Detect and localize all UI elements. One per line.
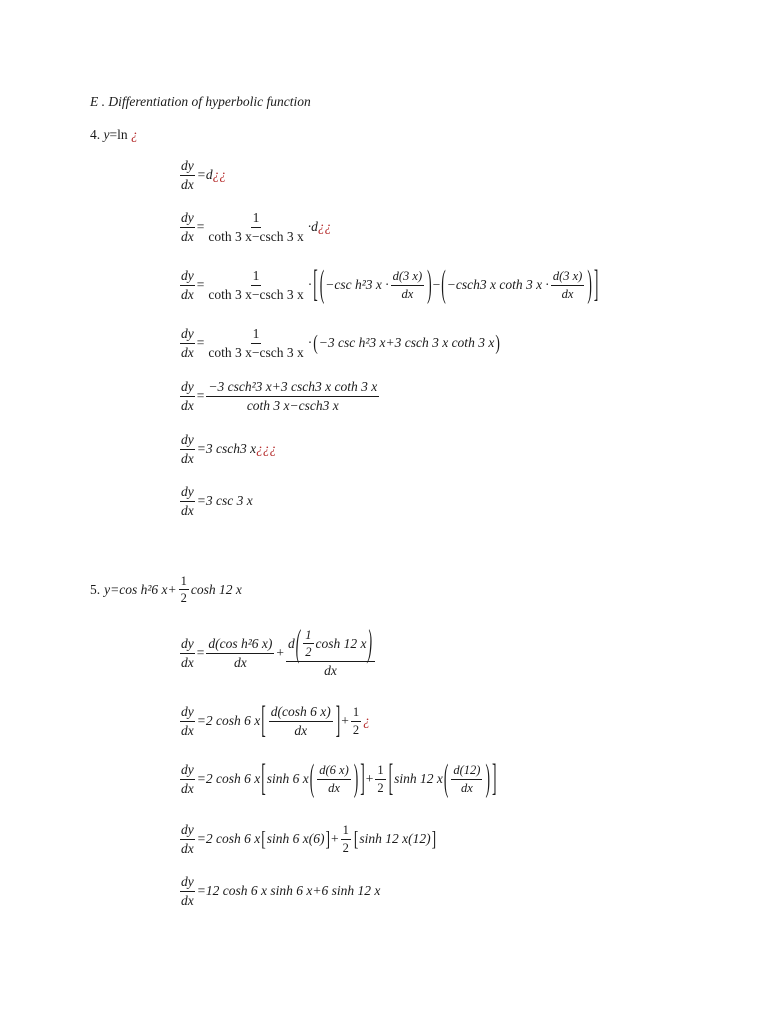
problem-4-step-2: $\frac{dy}{dx}$ = $\frac{1}{\cot h 3 x-\csc h 3 x}$ ·d ¿¿ bbox=[181, 210, 332, 244]
derivative-lhs: $\frac{dy}{dx}$ bbox=[181, 822, 194, 856]
garbled-glyph: ¿¿ bbox=[212, 167, 227, 183]
fraction: $\frac{\text{−3 csch²3 x+3 csch3 x coth 3 x}}{\cot h 3 x-\csc h3 x}$ bbox=[208, 379, 378, 413]
derivative-lhs: $\frac{dy}{dx}$ bbox=[181, 874, 194, 908]
statement-variable: y bbox=[103, 127, 110, 142]
problem-4-step-3: $\frac{dy}{dx}$ = $\frac{1}{\cot h 3 x-\csc h 3 x}$ · [ ( −csc h²3 x · $\frac{d(3 x)}{dx}$ ) − ( −csch3 x coth 3 x · $\frac{d(3 x)}{dx}$ ) ] bbox=[181, 262, 599, 305]
equation-term: sinh 12 x(12) bbox=[359, 831, 431, 847]
section-heading: E . Differentiation of hyperbolic function bbox=[90, 94, 311, 109]
derivative-lhs: $\frac{dy}{dx}$ bbox=[181, 762, 194, 796]
garbled-glyph: ¿ bbox=[131, 127, 138, 142]
derivative-lhs: $\frac{dy}{dx}$ bbox=[181, 379, 194, 413]
problem-4-step-6 bbox=[180, 432, 276, 466]
derivative-lhs: $\frac{dy}{dx}$ bbox=[181, 432, 194, 466]
problem-4-statement bbox=[90, 127, 138, 143]
operator: + bbox=[276, 645, 285, 661]
fraction: $\frac{d(6 x)}{dx}$ bbox=[319, 763, 349, 795]
fraction: $\frac{1}{2}$ bbox=[342, 823, 349, 855]
derivative-lhs: $\frac{dy}{dx}$ bbox=[181, 268, 194, 302]
derivative-lhs: $\frac{dy}{dx}$ bbox=[181, 484, 194, 518]
operator: − bbox=[432, 277, 441, 293]
statement-expression: y=cos h²6 x+ bbox=[104, 581, 177, 597]
fraction: $\frac{1}{\cot h 3 x-\csc h 3 x}$ bbox=[208, 326, 304, 360]
equation-rhs: =2 cosh 6 x bbox=[196, 713, 261, 729]
derivative-lhs: $\frac{dy}{dx}$ bbox=[181, 636, 194, 670]
equation-rhs: =3 csc 3 x bbox=[196, 493, 253, 509]
fraction: $\frac{1}{\cot h 3 x-\csc h 3 x}$ bbox=[208, 268, 304, 302]
problem-number: 4. bbox=[90, 127, 101, 142]
problem-number: 5. bbox=[90, 581, 101, 597]
garbled-glyph: ¿ bbox=[363, 713, 370, 729]
equation-term: sinh 6 x bbox=[266, 771, 309, 787]
fraction: $\frac{\text{d(cos h²6 x)}}{dx}$ bbox=[208, 636, 273, 670]
problem-5-statement bbox=[90, 574, 242, 606]
equation-term: −csch3 x coth 3 x · bbox=[446, 277, 549, 293]
problem-5-step-2: $\frac{dy}{dx}$ =2 cosh 6 x [ $\frac{d(\cosh 6 x)}{dx}$ ] + $\frac{1}{2}$ ¿ bbox=[181, 698, 370, 741]
derivative-lhs: $\frac{dy}{dx}$ bbox=[181, 326, 194, 360]
fraction: $\frac{1}{2}$ bbox=[377, 763, 384, 795]
problem-5-step-1: $\frac{dy}{dx}$ = $\frac{\text{d(cos h²6 x)}}{dx}$ + d ( $\frac{1}{2}$ cosh 12 x ) dx bbox=[180, 628, 377, 678]
garbled-glyph: ¿¿ bbox=[317, 219, 332, 235]
problem-5-step-5 bbox=[180, 874, 380, 908]
fraction: $\frac{d(\cosh 6 x)}{dx}$ bbox=[270, 704, 331, 738]
equation-term: −3 csc h²3 x+3 csch 3 x coth 3 x bbox=[318, 335, 495, 351]
equation-rhs: =2 cosh 6 x bbox=[196, 771, 261, 787]
fraction: $\frac{1}{\cot h 3 x-\csc h 3 x}$ bbox=[208, 210, 304, 244]
operator: + bbox=[341, 713, 349, 729]
equation-term: ·d bbox=[307, 219, 318, 235]
problem-5-step-3: $\frac{dy}{dx}$ =2 cosh 6 x [ sinh 6 x ( $\frac{d(6 x)}{dx}$ ) ] + $\frac{1}{2}$ [ sinh 12 x ( $\frac{d(12)}{dx}$ ) ] bbox=[181, 756, 497, 799]
operator: + bbox=[330, 831, 339, 847]
equation-rhs: =3 csch3 x bbox=[196, 441, 257, 457]
equation-term: sinh 6 x(6) bbox=[266, 831, 325, 847]
fraction: $\frac{1}{2}$ bbox=[180, 574, 187, 606]
equation-term: sinh 12 x bbox=[394, 771, 443, 787]
equation-rhs: =12 cosh 6 x sinh 6 x+6 sinh 12 x bbox=[196, 883, 381, 899]
statement-tail: cosh 12 x bbox=[190, 581, 242, 597]
fraction: d ( $\frac{1}{2}$ cosh 12 x ) dx bbox=[286, 628, 375, 678]
problem-4-step-1 bbox=[180, 158, 226, 192]
equation-rhs: =d bbox=[196, 167, 213, 183]
garbled-glyph: ¿¿¿ bbox=[256, 441, 277, 457]
derivative-lhs: $\frac{dy}{dx}$ bbox=[181, 210, 194, 244]
fraction: $\frac{d(12)}{dx}$ bbox=[453, 763, 481, 795]
derivative-lhs: $\frac{dy}{dx}$ bbox=[181, 704, 194, 738]
problem-4-step-4: $\frac{dy}{dx}$ = $\frac{1}{\cot h 3 x-\csc h 3 x}$ · ( −3 csc h²3 x+3 csch 3 x coth 3 x ) bbox=[181, 326, 500, 360]
fraction: $\frac{1}{2}$ bbox=[352, 705, 360, 737]
equation-rhs: =2 cosh 6 x bbox=[196, 831, 261, 847]
equation-term: −csc h²3 x · bbox=[325, 277, 389, 293]
operator: + bbox=[365, 771, 374, 787]
fraction: $\frac{d(3 x)}{dx}$ bbox=[552, 269, 583, 301]
problem-4-step-7 bbox=[180, 484, 253, 518]
fraction: $\frac{d(3 x)}{dx}$ bbox=[392, 269, 423, 301]
statement-function: =ln bbox=[109, 127, 128, 142]
problem-4-step-5: $\frac{dy}{dx}$ = $\frac{\text{−3 csch²3 x+3 csch3 x coth 3 x}}{\cot h 3 x-\csc h3 x}$ bbox=[181, 379, 378, 413]
derivative-lhs: $\frac{dy}{dx}$ bbox=[181, 158, 194, 192]
problem-5-step-4: $\frac{dy}{dx}$ =2 cosh 6 x [ sinh 6 x(6) ] + $\frac{1}{2}$ [ sinh 12 x(12) ] bbox=[181, 822, 437, 856]
